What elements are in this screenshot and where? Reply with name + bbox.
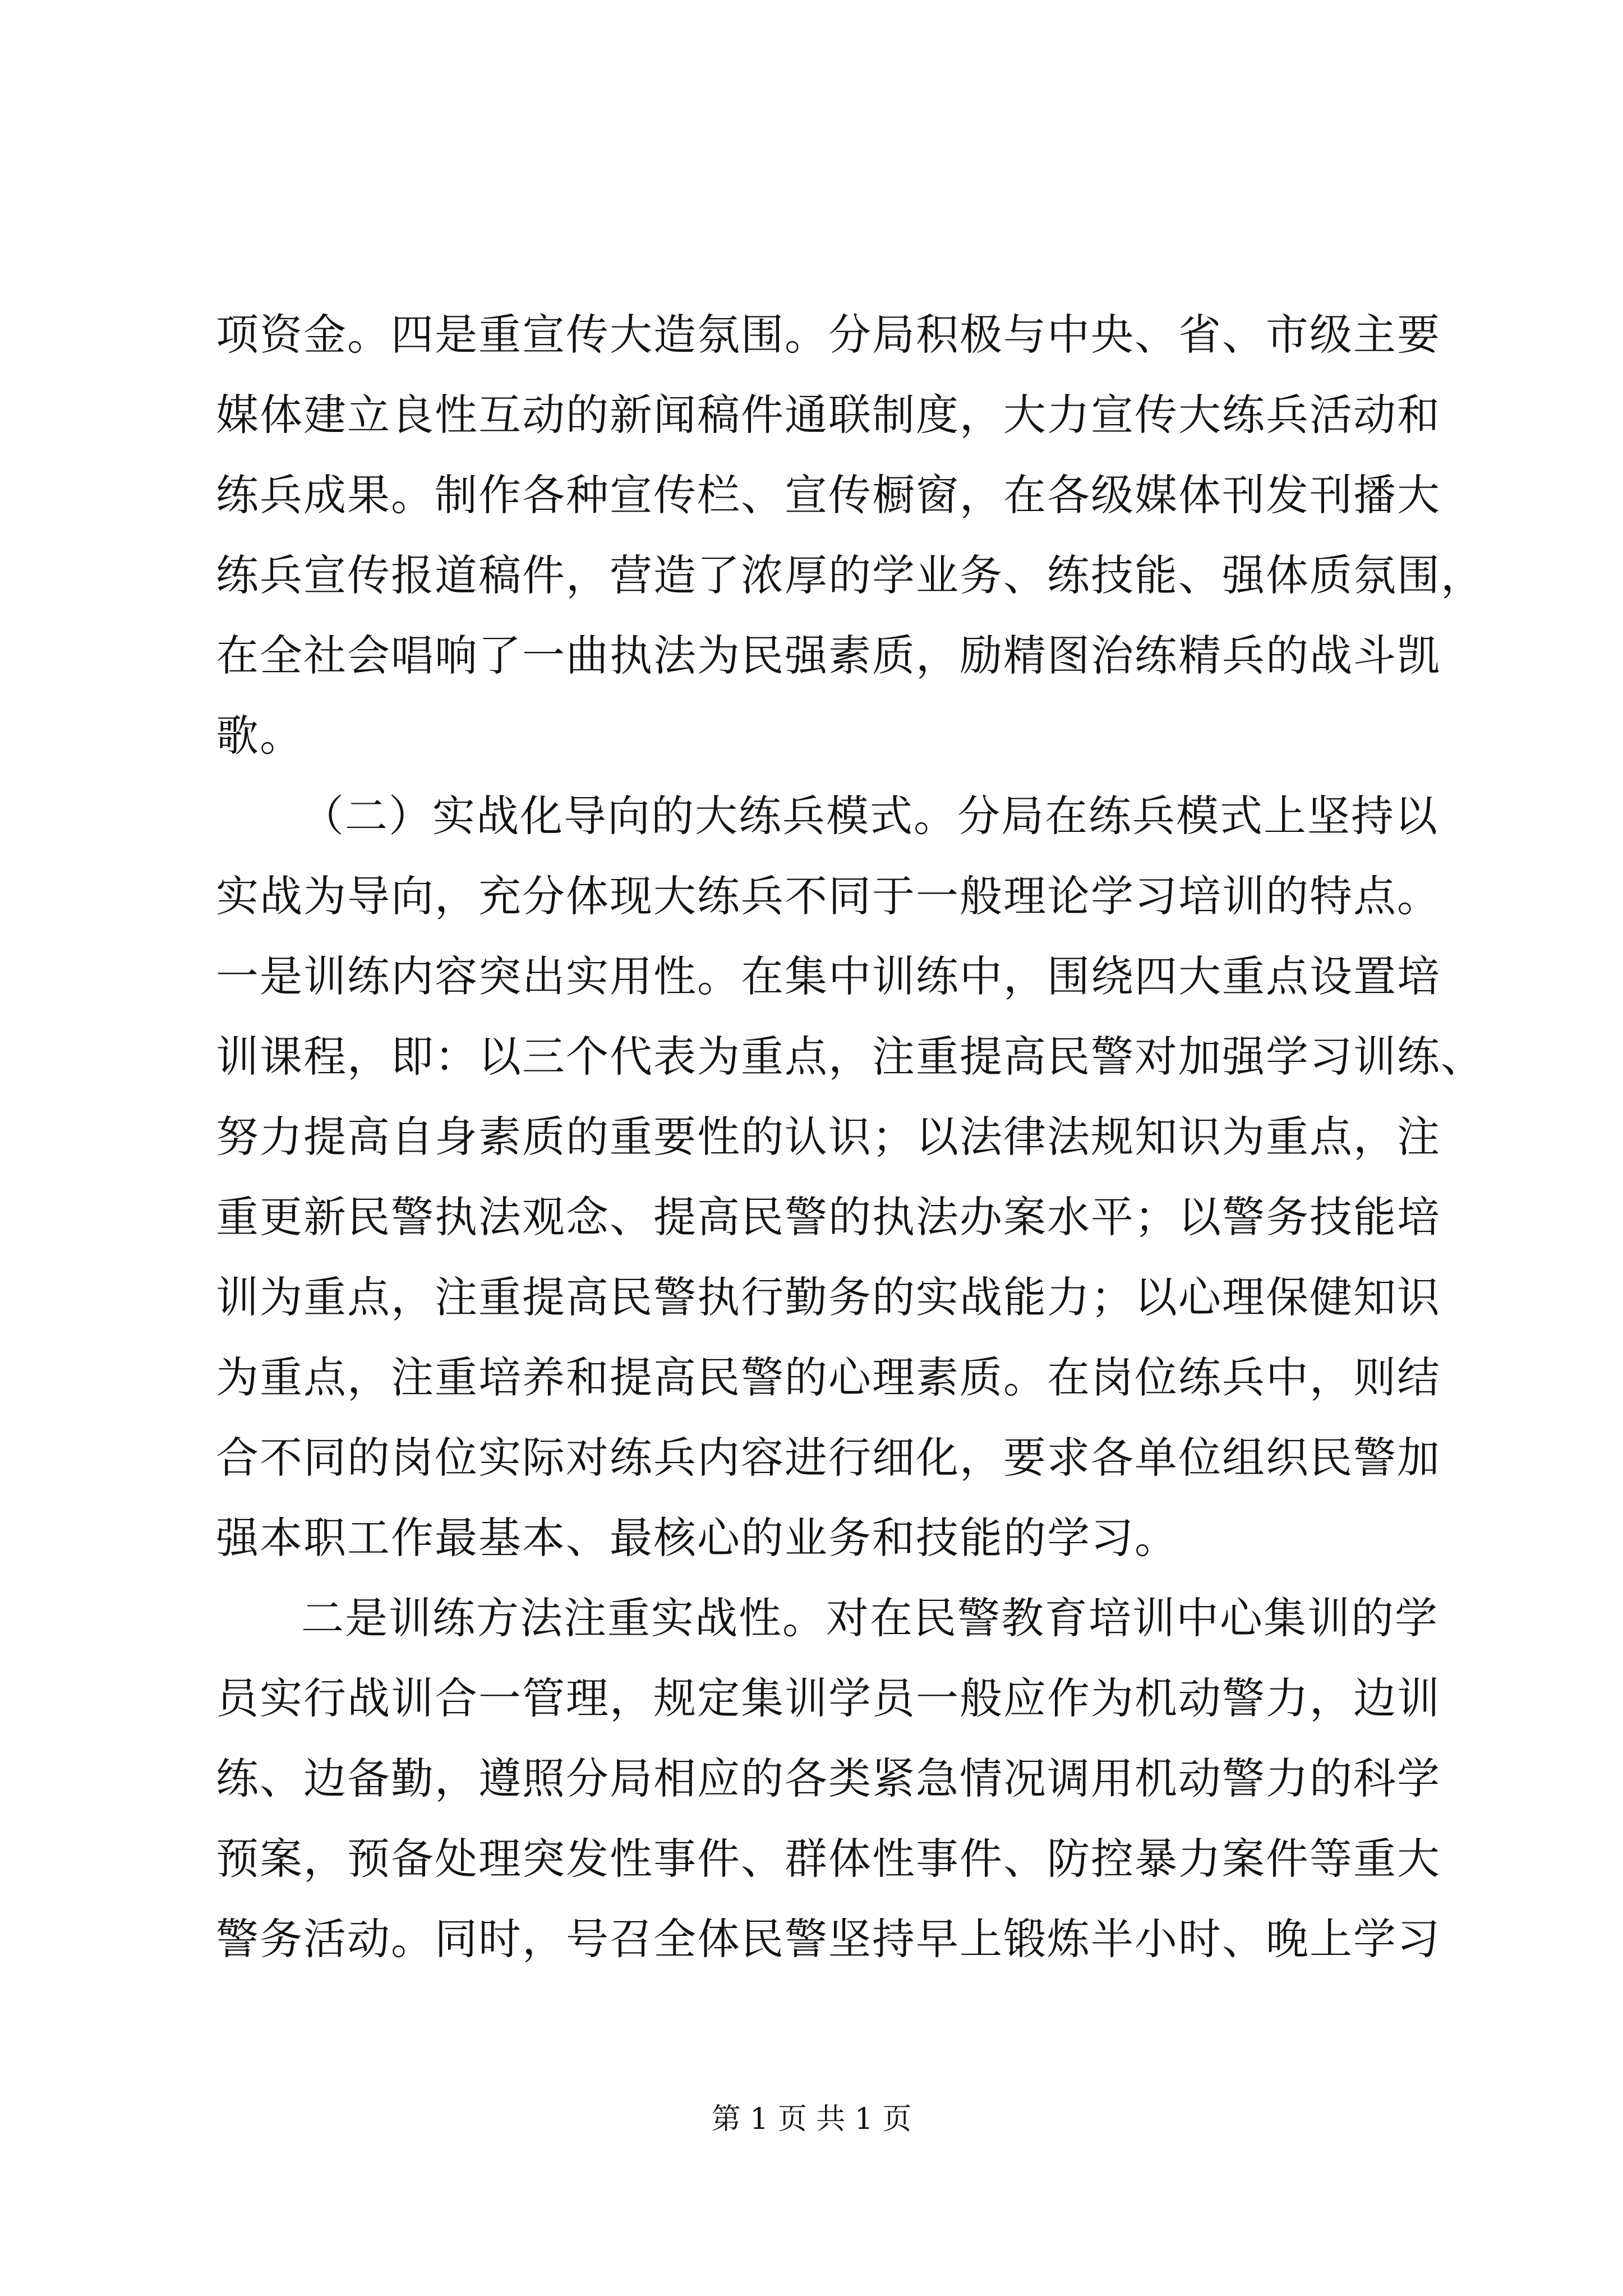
text-line: 警务活动。同时，号召全体民警坚持早上锻炼半小时、晚上学习 [216, 1914, 1441, 1964]
text-line: 合不同的岗位实际对练兵内容进行细化，要求各单位组织民警加 [216, 1433, 1441, 1483]
text-line: 重更新民警执法观念、提高民警的执法办案水平；以警务技能培 [216, 1192, 1441, 1242]
text-line: 二是训练方法注重实战性。对在民警教育培训中心集训的学 [301, 1593, 1438, 1643]
text-line: 在全社会唱响了一曲执法为民强素质，励精图治练精兵的战斗凯 [216, 631, 1441, 680]
text-line: 为重点，注重培养和提高民警的心理素质。在岗位练兵中，则结 [216, 1352, 1441, 1402]
text-line: 练兵宣传报道稿件，营造了浓厚的学业务、练技能、强体质氛围， [216, 550, 1484, 600]
text-line: 歌。 [216, 711, 303, 761]
page-number: 第 1 页 共 1 页 [711, 2102, 912, 2136]
document-body [216, 295, 1484, 1979]
text-line: 预案，预备处理突发性事件、群体性事件、防控暴力案件等重大 [216, 1834, 1441, 1884]
text-line: 一是训练内容突出实用性。在集中训练中，围绕四大重点设置培 [216, 951, 1441, 1001]
text-line: 训课程，即：以三个代表为重点，注重提高民警对加强学习训练、 [216, 1032, 1484, 1082]
text-line: 练兵成果。制作各种宣传栏、宣传橱窗，在各级媒体刊发刊播大 [216, 470, 1441, 520]
page-footer [0, 2095, 1623, 2137]
text-line: 员实行战训合一管理，规定集训学员一般应作为机动警力，边训 [216, 1673, 1441, 1723]
text-line: 强本职工作最基本、最核心的业务和技能的学习。 [216, 1513, 1178, 1563]
text-line: 媒体建立良性互动的新闻稿件通联制度，大力宣传大练兵活动和 [216, 390, 1441, 440]
text-line: 实战为导向，充分体现大练兵不同于一般理论学习培训的特点。 [216, 871, 1441, 921]
text-line: 努力提高自身素质的重要性的认识；以法律法规知识为重点，注 [216, 1112, 1441, 1162]
text-line: 训为重点，注重提高民警执行勤务的实战能力；以心理保健知识 [216, 1272, 1441, 1322]
text-line: 练、边备勤，遵照分局相应的各类紧急情况调用机动警力的科学 [216, 1754, 1441, 1803]
text-line: 项资金。四是重宣传大造氛围。分局积极与中央、省、市级主要 [216, 310, 1441, 360]
text-line: （二）实战化导向的大练兵模式。分局在练兵模式上坚持以 [301, 791, 1438, 841]
